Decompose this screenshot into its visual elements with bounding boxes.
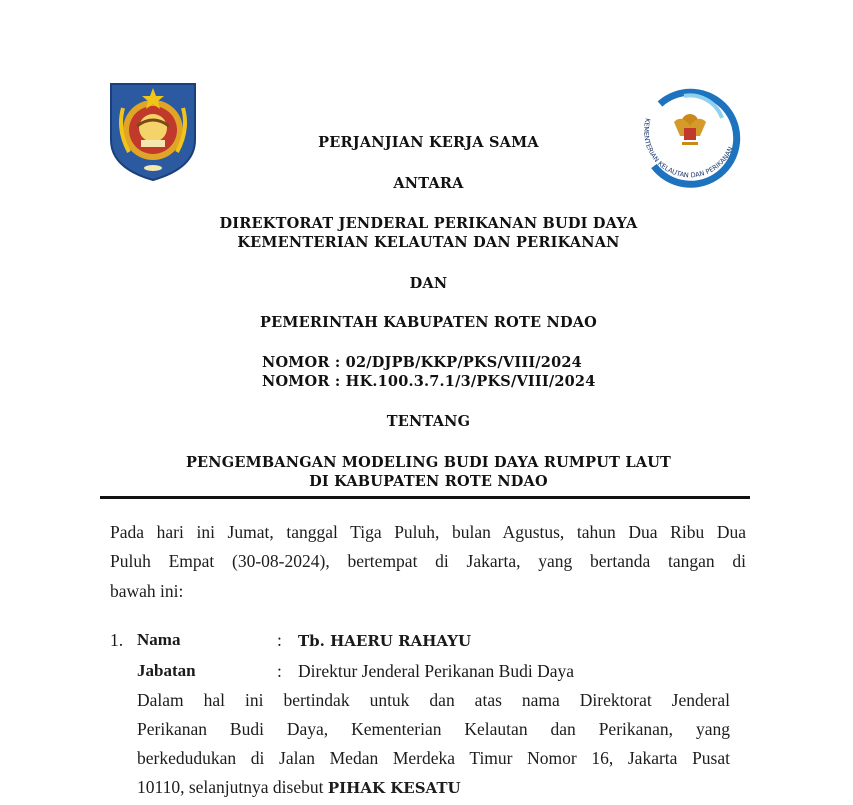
party-one-desc-4 bbox=[137, 777, 730, 798]
party-one-desc-1: Dalam hal ini bertindak untuk dan atas nama Direktorat Jenderal bbox=[137, 690, 730, 710]
party2-name: PEMERINTAH KABUPATEN ROTE NDAO bbox=[259, 314, 598, 331]
header-divider bbox=[100, 496, 750, 499]
party-one-desc-2: Perikanan Budi Daya, Kementerian Kelautan dan Perikanan, yang bbox=[137, 719, 730, 739]
nama-colon: : bbox=[277, 630, 282, 650]
party-one-number: 1. bbox=[110, 630, 124, 650]
subject-line1: PENGEMBANGAN MODELING BUDI DAYA RUMPUT LAUT bbox=[185, 454, 672, 471]
party1-line1: DIREKTORAT JENDERAL PERIKANAN BUDI DAYA bbox=[219, 215, 638, 232]
nama-value: Tb. HAERU RAHAYU bbox=[298, 632, 472, 650]
intro-line-2: Puluh Empat (30-08-2024), bertempat di Jakarta, yang bertanda tangan di bbox=[110, 551, 746, 571]
intro-line-1: Pada hari ini Jumat, tanggal Tiga Puluh, bulan Agustus, tahun Dua Ribu Dua bbox=[110, 522, 746, 542]
antara-label: ANTARA bbox=[393, 175, 464, 192]
nama-label: Nama bbox=[137, 630, 181, 649]
nomor-2: NOMOR : HK.100.3.7.1/3/PKS/VIII/2024 bbox=[262, 373, 596, 390]
jabatan-value: Direktur Jenderal Perikanan Budi Daya bbox=[298, 661, 575, 681]
pihak-kesatu-label: PIHAK KESATU bbox=[327, 779, 461, 797]
kkp-ring-text: KEMENTERIAN KELAUTAN DAN PERIKANAN bbox=[641, 117, 735, 180]
subject-line2: DI KABUPATEN ROTE NDAO bbox=[309, 473, 548, 490]
dan-label: DAN bbox=[409, 275, 448, 292]
intro-line-3: bawah ini: bbox=[110, 581, 184, 601]
doc-title: PERJANJIAN KERJA SAMA bbox=[318, 134, 539, 151]
party-one-desc-4-text: 10110, selanjutnya disebut bbox=[137, 777, 324, 797]
nomor-1: NOMOR : 02/DJPB/KKP/PKS/VIII/2024 bbox=[262, 354, 582, 371]
party1-line2: KEMENTERIAN KELAUTAN DAN PERIKANAN bbox=[237, 234, 620, 251]
rote-ndao-crest-logo bbox=[107, 78, 199, 182]
tentang-label: TENTANG bbox=[386, 413, 471, 430]
jabatan-label: Jabatan bbox=[137, 661, 196, 680]
party-one-desc-3: berkedudukan di Jalan Medan Merdeka Timur Nomor 16, Jakarta Pusat bbox=[137, 748, 730, 768]
jabatan-colon: : bbox=[277, 661, 282, 681]
